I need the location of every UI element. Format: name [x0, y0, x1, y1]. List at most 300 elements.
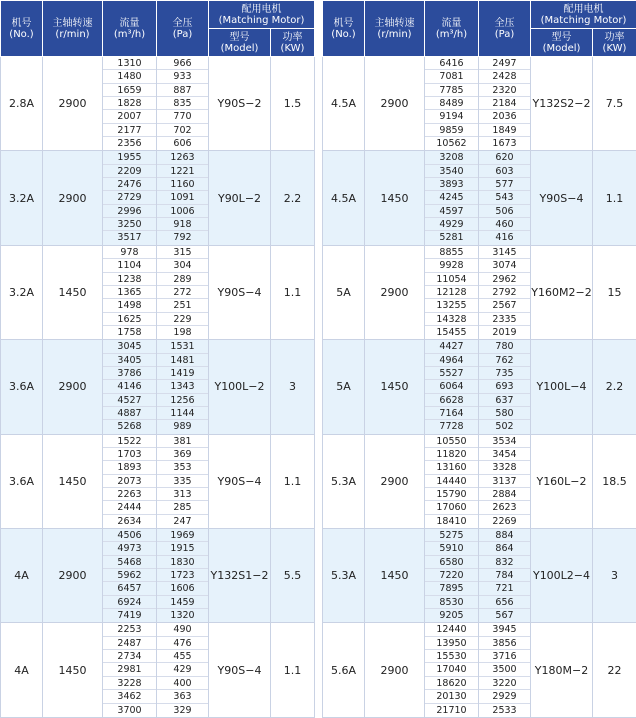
flow-value: 1893 [103, 461, 156, 474]
flow-value: 3540 [425, 165, 478, 178]
flow-value: 3700 [117, 704, 142, 716]
pressure-value: 1969 [157, 529, 208, 542]
pressure-value: 1606 [157, 582, 208, 595]
pressure-value: 864 [479, 542, 530, 555]
header-motor-model: 型号 (Model) [531, 29, 593, 57]
flow-value: 3208 [425, 151, 478, 164]
pressure-value: 2623 [479, 501, 530, 514]
model-no-cell: 3.2A [1, 151, 43, 245]
pressure-value: 1263 [157, 151, 208, 164]
speed-cell: 1450 [43, 245, 103, 339]
flow-value: 13950 [425, 637, 478, 650]
pressure-value: 460 [479, 218, 530, 231]
flow-value: 3517 [117, 232, 142, 244]
flow-value: 2073 [103, 475, 156, 488]
pressure-value: 606 [173, 138, 192, 150]
model-no-cell: 4.5A [323, 57, 365, 151]
model-no-cell: 5A [323, 340, 365, 434]
flow-cell [425, 57, 479, 151]
power-cell: 3 [271, 340, 315, 434]
flow-value: 4964 [425, 354, 478, 367]
pressure-value: 2184 [479, 97, 530, 110]
pressure-value: 2269 [492, 515, 517, 527]
header-model-no: 机号 (No.) [323, 1, 365, 57]
pressure-value: 363 [157, 690, 208, 703]
table-row [1, 529, 315, 623]
pressure-cell [479, 434, 531, 528]
flow-value: 1625 [103, 313, 156, 326]
pressure-value: 335 [157, 475, 208, 488]
model-no-cell: 5.3A [323, 434, 365, 528]
model-no-cell: 3.6A [1, 434, 43, 528]
pressure-value: 329 [173, 704, 192, 716]
flow-value: 6580 [425, 556, 478, 569]
table-row [323, 340, 636, 434]
table-row [323, 434, 636, 528]
flow-value: 2444 [103, 501, 156, 514]
pressure-value: 289 [157, 273, 208, 286]
pressure-value: 2335 [479, 313, 530, 326]
motor-model-cell: Y100L−4 [531, 340, 593, 434]
pressure-value: 656 [479, 596, 530, 609]
table-body-left [1, 57, 315, 718]
pressure-value: 476 [157, 637, 208, 650]
pressure-value: 3454 [479, 448, 530, 461]
flow-cell [425, 623, 479, 717]
header-model-no: 机号 (No.) [1, 1, 43, 57]
power-cell: 2.2 [271, 151, 315, 245]
motor-model-cell: Y100L2−4 [531, 529, 593, 623]
table-row [323, 57, 636, 151]
pressure-cell [157, 529, 209, 623]
flow-value: 17060 [425, 501, 478, 514]
flow-value: 11054 [425, 273, 478, 286]
flow-value: 3786 [103, 367, 156, 380]
speed-cell: 1450 [43, 623, 103, 717]
header-flow: 流量 (m³/h) [425, 1, 479, 57]
pressure-value: 567 [495, 610, 514, 622]
pressure-value: 1481 [157, 354, 208, 367]
pressure-value: 1256 [157, 394, 208, 407]
pressure-value: 3145 [479, 246, 530, 259]
header-flow: 流量 (m³/h) [103, 1, 157, 57]
flow-value: 3250 [103, 218, 156, 231]
flow-value: 4597 [425, 205, 478, 218]
pressure-cell [157, 434, 209, 528]
pressure-cell [479, 151, 531, 245]
flow-value: 21710 [436, 704, 467, 716]
pressure-value: 1673 [492, 138, 517, 150]
flow-value: 4929 [425, 218, 478, 231]
flow-value: 13255 [425, 299, 478, 312]
flow-value: 6064 [425, 380, 478, 393]
flow-value: 2253 [103, 623, 156, 636]
pressure-value: 3856 [479, 637, 530, 650]
flow-value: 6924 [103, 596, 156, 609]
header-speed: 主轴转速 (r/min) [43, 1, 103, 57]
flow-value: 5275 [425, 529, 478, 542]
flow-value: 7728 [439, 421, 464, 433]
flow-value: 7419 [117, 610, 142, 622]
flow-value: 2177 [103, 124, 156, 137]
flow-cell [425, 434, 479, 528]
motor-model-cell: Y90S−2 [209, 57, 271, 151]
pressure-value: 1006 [157, 205, 208, 218]
pressure-value: 1144 [157, 407, 208, 420]
motor-model-cell: Y100L−2 [209, 340, 271, 434]
header-speed: 主轴转速 (r/min) [365, 1, 425, 57]
power-cell: 7.5 [593, 57, 636, 151]
flow-value: 4887 [103, 407, 156, 420]
flow-value: 2729 [103, 191, 156, 204]
power-cell: 22 [593, 623, 636, 717]
header-motor: 配用电机 (Matching Motor) [209, 1, 315, 29]
pressure-value: 304 [157, 259, 208, 272]
pressure-value: 3220 [479, 677, 530, 690]
pressure-value: 918 [157, 218, 208, 231]
flow-value: 14440 [425, 475, 478, 488]
flow-value: 10550 [425, 435, 478, 448]
flow-value: 2981 [103, 663, 156, 676]
flow-value: 8530 [425, 596, 478, 609]
speed-cell: 1450 [43, 434, 103, 528]
speed-cell: 2900 [365, 623, 425, 717]
pressure-value: 1091 [157, 191, 208, 204]
flow-value: 8855 [425, 246, 478, 259]
flow-cell [103, 245, 157, 339]
pressure-value: 1419 [157, 367, 208, 380]
model-no-cell: 4A [1, 529, 43, 623]
pressure-value: 1320 [170, 610, 195, 622]
flow-value: 1758 [117, 326, 142, 338]
performance-table-left [0, 0, 315, 718]
pressure-value: 933 [157, 70, 208, 83]
pressure-value: 2320 [479, 84, 530, 97]
flow-cell [103, 340, 157, 434]
pressure-value: 784 [479, 569, 530, 582]
motor-model-cell: Y132S1−2 [209, 529, 271, 623]
flow-value: 5527 [425, 367, 478, 380]
pressure-value: 884 [479, 529, 530, 542]
pressure-value: 416 [495, 232, 514, 244]
power-cell: 15 [593, 245, 636, 339]
speed-cell: 2900 [43, 529, 103, 623]
pressure-value: 455 [157, 650, 208, 663]
pressure-value: 637 [479, 394, 530, 407]
pressure-value: 490 [157, 623, 208, 636]
flow-value: 2356 [117, 138, 142, 150]
pressure-value: 3500 [479, 663, 530, 676]
flow-value: 1238 [103, 273, 156, 286]
flow-value: 4506 [103, 529, 156, 542]
pressure-value: 2792 [479, 286, 530, 299]
table-header [323, 1, 636, 57]
flow-cell [425, 340, 479, 434]
speed-cell: 2900 [43, 340, 103, 434]
flow-value: 5281 [439, 232, 464, 244]
flow-value: 5468 [103, 556, 156, 569]
flow-value: 8489 [425, 97, 478, 110]
model-no-cell: 3.6A [1, 340, 43, 434]
pressure-value: 2497 [479, 57, 530, 70]
flow-value: 7895 [425, 582, 478, 595]
power-cell: 1.5 [271, 57, 315, 151]
pressure-value: 2884 [479, 488, 530, 501]
table-row [323, 245, 636, 339]
flow-value: 2634 [117, 515, 142, 527]
pressure-value: 1915 [157, 542, 208, 555]
pressure-value: 429 [157, 663, 208, 676]
pressure-value: 285 [157, 501, 208, 514]
flow-cell [103, 151, 157, 245]
motor-model-cell: Y132S2−2 [531, 57, 593, 151]
pressure-value: 3137 [479, 475, 530, 488]
speed-cell: 1450 [365, 151, 425, 245]
table-header [1, 1, 315, 57]
pressure-value: 315 [157, 246, 208, 259]
flow-value: 3893 [425, 178, 478, 191]
motor-model-cell: Y90S−4 [209, 434, 271, 528]
pressure-value: 2929 [479, 690, 530, 703]
pressure-value: 620 [479, 151, 530, 164]
pressure-value: 1849 [479, 124, 530, 137]
header-pressure: 全压 (Pa) [479, 1, 531, 57]
motor-model-cell: Y90S−4 [531, 151, 593, 245]
pressure-value: 229 [157, 313, 208, 326]
pressure-value: 580 [479, 407, 530, 420]
model-no-cell: 2.8A [1, 57, 43, 151]
pressure-value: 543 [479, 191, 530, 204]
flow-value: 1310 [103, 57, 156, 70]
pressure-value: 251 [157, 299, 208, 312]
pressure-value: 835 [157, 97, 208, 110]
speed-cell: 2900 [43, 57, 103, 151]
performance-table-right [322, 0, 636, 718]
flow-value: 5268 [117, 421, 142, 433]
pressure-value: 693 [479, 380, 530, 393]
flow-value: 18620 [425, 677, 478, 690]
pressure-value: 369 [157, 448, 208, 461]
flow-value: 4527 [103, 394, 156, 407]
flow-cell [103, 57, 157, 151]
pressure-value: 272 [157, 286, 208, 299]
pressure-value: 3074 [479, 259, 530, 272]
model-no-cell: 4A [1, 623, 43, 717]
table-row [1, 245, 315, 339]
flow-value: 15455 [436, 326, 467, 338]
table-row [323, 151, 636, 245]
flow-value: 7785 [425, 84, 478, 97]
pressure-cell [479, 57, 531, 151]
pressure-value: 3328 [479, 461, 530, 474]
flow-value: 15530 [425, 650, 478, 663]
flow-value: 14328 [425, 313, 478, 326]
pressure-value: 702 [157, 124, 208, 137]
flow-value: 2007 [103, 110, 156, 123]
flow-value: 1104 [103, 259, 156, 272]
flow-value: 6416 [425, 57, 478, 70]
motor-model-cell: Y160L−2 [531, 434, 593, 528]
flow-value: 9928 [425, 259, 478, 272]
pressure-value: 381 [157, 435, 208, 448]
pressure-value: 2036 [479, 110, 530, 123]
table-row [323, 623, 636, 717]
flow-cell [425, 529, 479, 623]
pressure-value: 1531 [157, 340, 208, 353]
flow-value: 10562 [436, 138, 467, 150]
pressure-value: 3534 [479, 435, 530, 448]
speed-cell: 2900 [365, 434, 425, 528]
flow-value: 2487 [103, 637, 156, 650]
table-row [1, 340, 315, 434]
flow-value: 1955 [103, 151, 156, 164]
pressure-cell [157, 57, 209, 151]
flow-value: 3462 [103, 690, 156, 703]
pressure-value: 577 [479, 178, 530, 191]
flow-value: 13160 [425, 461, 478, 474]
flow-value: 978 [103, 246, 156, 259]
header-motor-model: 型号 (Model) [209, 29, 271, 57]
flow-value: 18410 [436, 515, 467, 527]
pressure-value: 1830 [157, 556, 208, 569]
pressure-value: 770 [157, 110, 208, 123]
table-row [1, 434, 315, 528]
flow-value: 2209 [103, 165, 156, 178]
pressure-cell [479, 623, 531, 717]
flow-value: 7164 [425, 407, 478, 420]
power-cell: 1.1 [593, 151, 636, 245]
flow-value: 15790 [425, 488, 478, 501]
pressure-value: 1221 [157, 165, 208, 178]
power-cell: 1.1 [271, 245, 315, 339]
table-row [1, 623, 315, 717]
pressure-value: 721 [479, 582, 530, 595]
pressure-value: 1343 [157, 380, 208, 393]
pressure-value: 3716 [479, 650, 530, 663]
pressure-value: 832 [479, 556, 530, 569]
flow-value: 1365 [103, 286, 156, 299]
model-no-cell: 5.6A [323, 623, 365, 717]
header-motor: 配用电机 (Matching Motor) [531, 1, 636, 29]
pressure-value: 1160 [157, 178, 208, 191]
flow-value: 9859 [425, 124, 478, 137]
pressure-cell [157, 340, 209, 434]
pressure-value: 966 [157, 57, 208, 70]
pressure-value: 2567 [479, 299, 530, 312]
flow-value: 17040 [425, 663, 478, 676]
flow-value: 5962 [103, 569, 156, 582]
pressure-value: 506 [479, 205, 530, 218]
flow-value: 1659 [103, 84, 156, 97]
flow-value: 4427 [425, 340, 478, 353]
flow-value: 6628 [425, 394, 478, 407]
speed-cell: 2900 [365, 57, 425, 151]
table-row [1, 57, 315, 151]
power-cell: 3 [593, 529, 636, 623]
power-cell: 2.2 [593, 340, 636, 434]
speed-cell: 2900 [43, 151, 103, 245]
table-body-right [323, 57, 636, 718]
pressure-cell [479, 245, 531, 339]
flow-value: 3405 [103, 354, 156, 367]
table-row [323, 529, 636, 623]
flow-value: 4146 [103, 380, 156, 393]
pressure-value: 2962 [479, 273, 530, 286]
header-pressure: 全压 (Pa) [157, 1, 209, 57]
flow-value: 9194 [425, 110, 478, 123]
pressure-value: 887 [157, 84, 208, 97]
flow-value: 4245 [425, 191, 478, 204]
motor-model-cell: Y180M−2 [531, 623, 593, 717]
pressure-value: 762 [479, 354, 530, 367]
flow-cell [103, 623, 157, 717]
flow-cell [103, 434, 157, 528]
pressure-value: 2019 [492, 326, 517, 338]
motor-model-cell: Y90S−4 [209, 245, 271, 339]
flow-value: 2476 [103, 178, 156, 191]
power-cell: 1.1 [271, 434, 315, 528]
flow-value: 1703 [103, 448, 156, 461]
flow-value: 3045 [103, 340, 156, 353]
flow-value: 1828 [103, 97, 156, 110]
model-no-cell: 5.3A [323, 529, 365, 623]
pressure-cell [157, 623, 209, 717]
pressure-value: 2533 [492, 704, 517, 716]
pressure-value: 1459 [157, 596, 208, 609]
flow-value: 2996 [103, 205, 156, 218]
flow-value: 2263 [103, 488, 156, 501]
model-no-cell: 3.2A [1, 245, 43, 339]
flow-cell [425, 151, 479, 245]
pressure-value: 353 [157, 461, 208, 474]
flow-value: 5910 [425, 542, 478, 555]
pressure-value: 603 [479, 165, 530, 178]
header-power: 功率 (KW) [271, 29, 315, 57]
flow-value: 1498 [103, 299, 156, 312]
flow-value: 12128 [425, 286, 478, 299]
flow-value: 6457 [103, 582, 156, 595]
motor-model-cell: Y90S−4 [209, 623, 271, 717]
pressure-value: 313 [157, 488, 208, 501]
flow-value: 12440 [425, 623, 478, 636]
flow-value: 7220 [425, 569, 478, 582]
power-cell: 5.5 [271, 529, 315, 623]
flow-value: 3228 [103, 677, 156, 690]
pressure-value: 1723 [157, 569, 208, 582]
pressure-value: 780 [479, 340, 530, 353]
flow-value: 1480 [103, 70, 156, 83]
motor-model-cell: Y160M2−2 [531, 245, 593, 339]
flow-cell [425, 245, 479, 339]
pressure-value: 198 [173, 326, 192, 338]
pressure-cell [157, 245, 209, 339]
pressure-cell [479, 340, 531, 434]
pressure-value: 247 [173, 515, 192, 527]
model-no-cell: 5A [323, 245, 365, 339]
power-cell: 1.1 [271, 623, 315, 717]
header-power: 功率 (KW) [593, 29, 636, 57]
flow-value: 4973 [103, 542, 156, 555]
pressure-value: 3945 [479, 623, 530, 636]
flow-cell [103, 529, 157, 623]
speed-cell: 1450 [365, 340, 425, 434]
pressure-cell [157, 151, 209, 245]
flow-value: 7081 [425, 70, 478, 83]
pressure-value: 502 [495, 421, 514, 433]
pressure-value: 400 [157, 677, 208, 690]
speed-cell: 1450 [365, 529, 425, 623]
pressure-cell [479, 529, 531, 623]
